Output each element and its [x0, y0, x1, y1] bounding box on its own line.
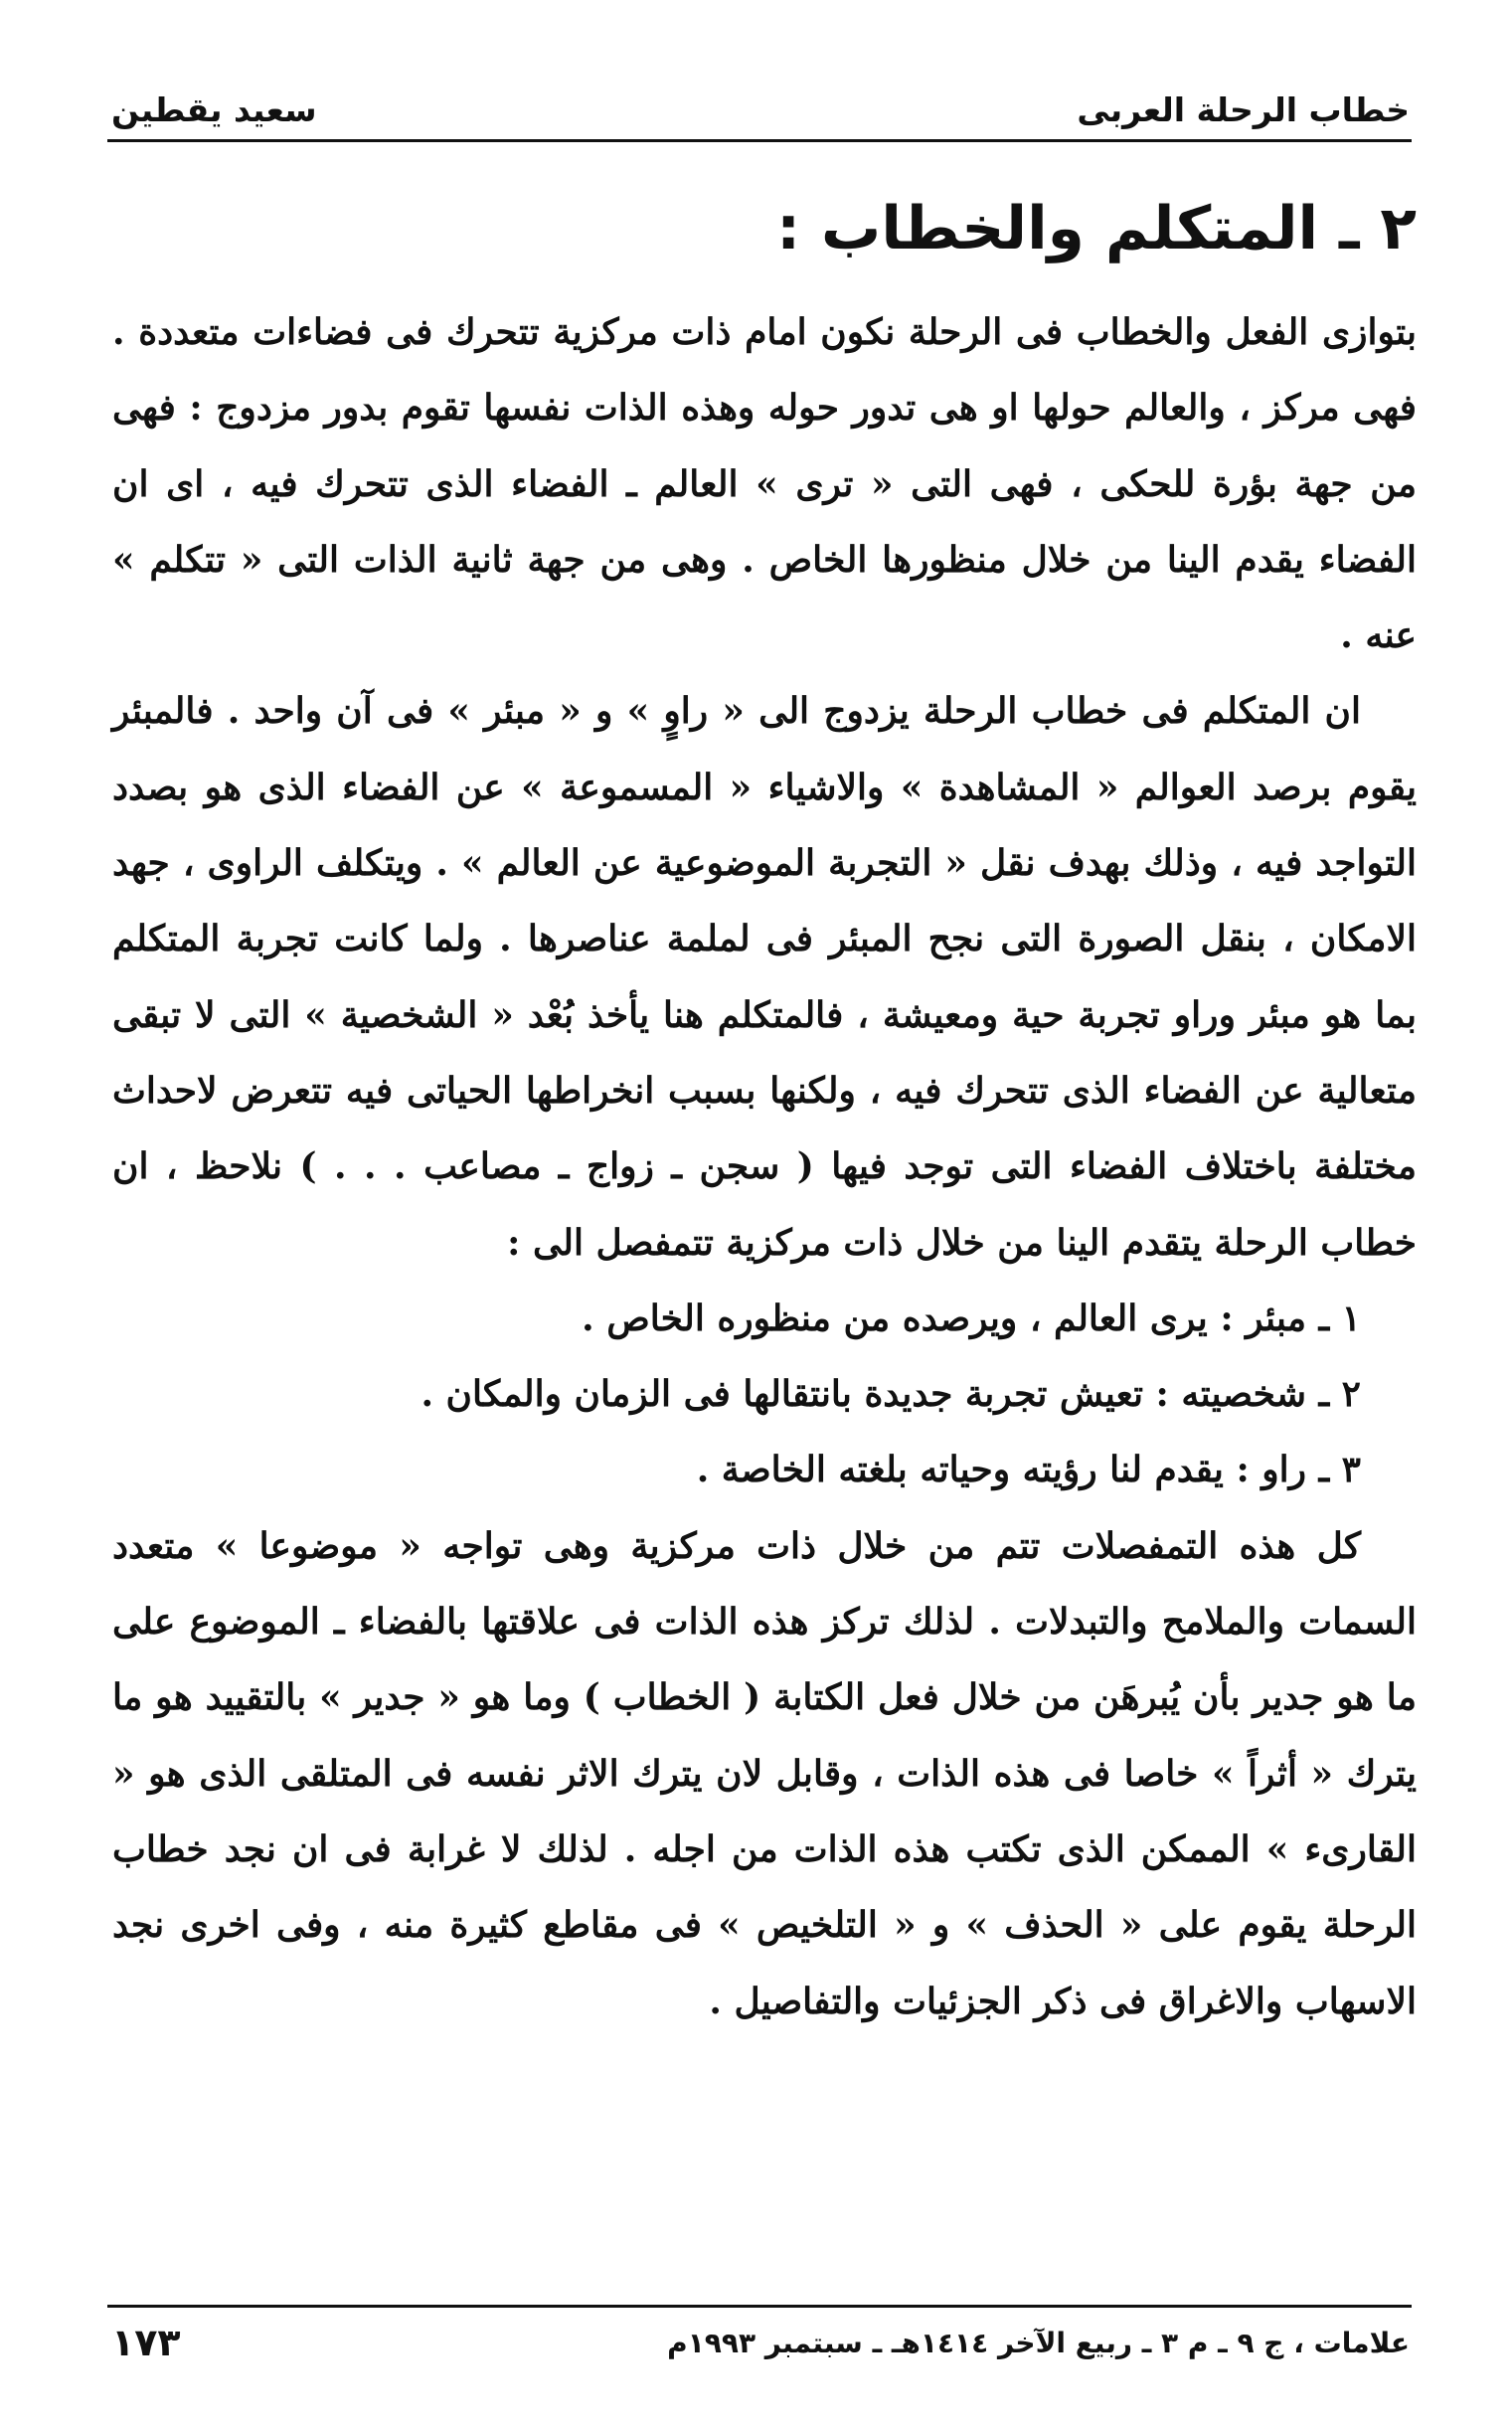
footer-rule — [107, 2305, 1412, 2308]
section-title: ٢ ـ المتكلم والخطاب : — [776, 194, 1417, 263]
header-rule — [107, 139, 1412, 142]
header-book-title: خطاب الرحلة العربى — [1077, 90, 1410, 129]
running-footer — [111, 2313, 1410, 2372]
body-text — [112, 294, 1417, 2039]
list-item-3: ٣ ـ راو : يقدم لنا رؤيته وحياته بلغته الخاصة . — [696, 1449, 1361, 1491]
paragraph-1: بتوازى الفعل والخطاب فى الرحلة نكون امام ذات مركزية تتحرك فى فضاءات متعددة . فهى مركز ، والعالم حولها او هى تدور حوله وهذه الذات نفسها تقوم بدور مزدوج : فهى من جهة بؤرة للحكى ، فهى التى « ترى » العالم ـ الفضاء الذى تتحرك فيه ، اى ان الفضاء يقدم الينا من خلال منظورها الخاص . وهى من جهة ثانية الذات التى « تتكلم » عنه . — [112, 311, 1417, 657]
list-item-1: ١ ـ مبئر : يرى العالم ، ويرصده من منظوره الخاص . — [582, 1297, 1361, 1339]
paragraph-2: ان المتكلم فى خطاب الرحلة يزدوج الى « راوٍ » و « مبئر » فى آن واحد . فالمبئر يقوم برصد العوالم « المشاهدة » والاشياء « المسموعة » عن الفضاء الذى هو بصدد التواجد فيه ، وذلك بهدف نقل « التجربة الموضوعية عن العالم » . ويتكلف الراوى ، جهد الامكان ، بنقل الصورة التى نجح المبئر فى لملمة عناصرها . ولما كانت تجربة المتكلم بما هو مبئر وراو تجربة حية ومعيشة ، فالمتكلم هنا يأخذ بُعْد « الشخصية » التى لا تبقى متعالية عن الفضاء الذى تتحرك فيه ، ولكنها بسبب انخراطها الحياتى فيه تتعرض لاحداث مختلفة باختلاف الفضاء التى توجد فيها ( سجن ـ زواج ـ مصاعب . . . ) نلاحظ ، ان خطاب الرحلة يتقدم الينا من خلال ذات مركزية تتمفصل الى : — [112, 690, 1417, 1264]
header-author: سعيد يقطين — [111, 90, 317, 129]
footer-citation: علامات ، ج ٩ ـ م ٣ ـ ربيع الآخر ١٤١٤هـ ـ سبتمبر ١٩٩٣م — [667, 2326, 1410, 2359]
page-number: ١٧٣ — [111, 2321, 181, 2364]
running-header — [111, 74, 1410, 129]
list-item-2: ٢ ـ شخصيته : تعيش تجربة جديدة بانتقالها فى الزمان والمكان . — [420, 1373, 1361, 1416]
paragraph-3: كل هذه التمفصلات تتم من خلال ذات مركزية وهى تواجه « موضوعا » متعدد السمات والملامح والتبدلات . لذلك تركز هذه الذات فى علاقتها بالفضاء ـ الموضوع على ما هو جدير بأن يُبرهَن من خلال فعل الكتابة ( الخطاب ) وما هو « جدير » بالتقييد هو ما يترك « أثراً » خاصا فى هذه الذات ، وقابل لان يترك الاثر نفسه فى المتلقى الذى هو « القارىء » الممكن الذى تكتب هذه الذات من اجله . لذلك لا غرابة فى ان نجد خطاب الرحلة يقوم على « الحذف » و « التلخيص » فى مقاطع كثيرة منه ، وفى اخرى نجد الاسهاب والاغراق فى ذكر الجزئيات والتفاصيل . — [112, 1524, 1417, 2022]
